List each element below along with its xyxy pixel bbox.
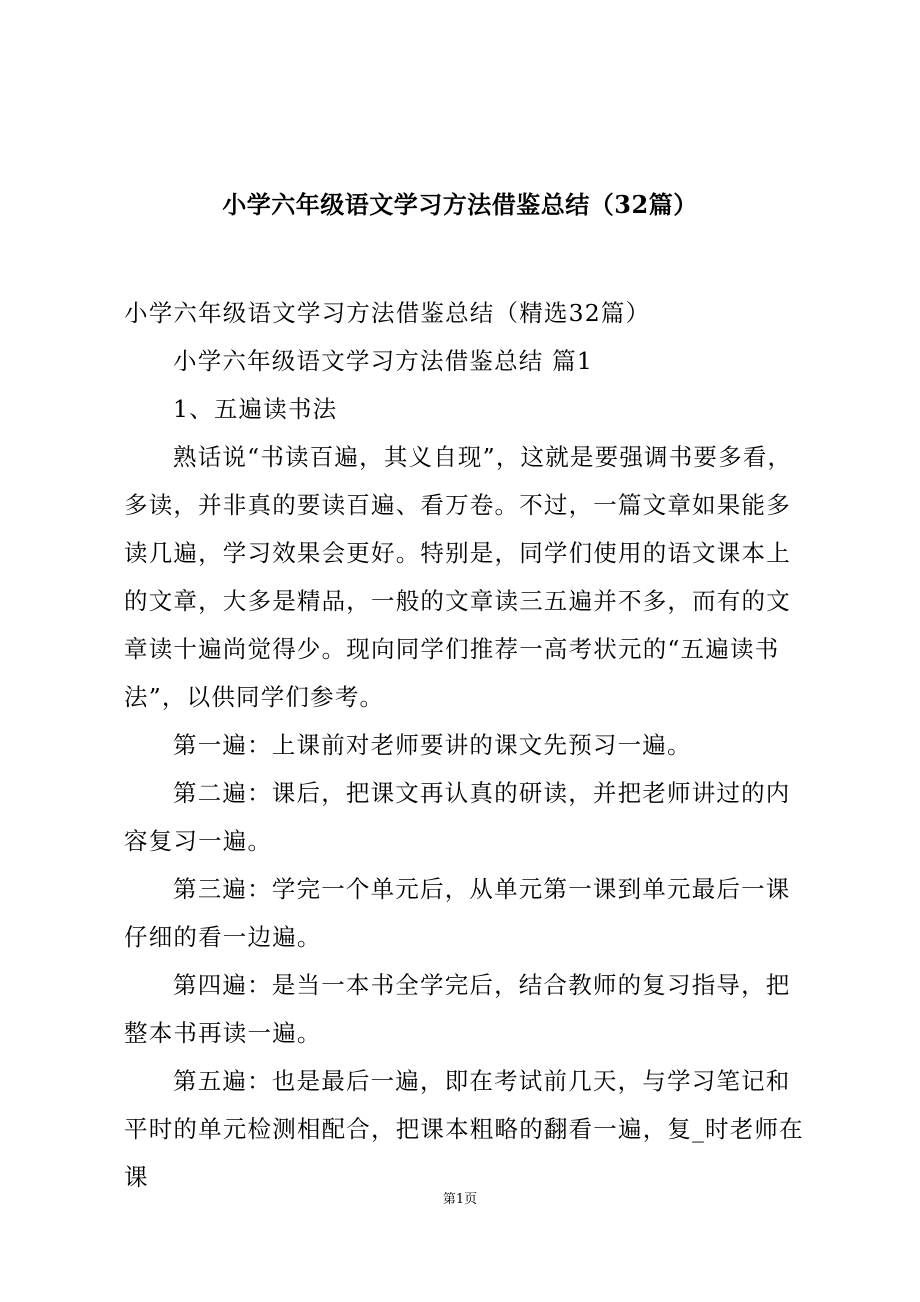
page-number: 第1页	[442, 1192, 478, 1207]
body-paragraph: 第三遍：学完一个单元后，从单元第一课到单元最后一课仔细的看一边遍。	[124, 875, 791, 951]
document-title: 小学六年级语文学习方法借鉴总结（32篇）	[222, 190, 698, 219]
body-paragraph: 第二遍：课后，把课文再认真的研读，并把老师讲过的内容复习一遍。	[124, 779, 791, 855]
document-body	[124, 289, 814, 1201]
body-paragraph: 第四遍：是当一本书全学完后，结合教师的复习指导，把整本书再读一遍。	[124, 971, 791, 1047]
document-subtitle: 小学六年级语文学习方法借鉴总结（精选32篇）	[124, 299, 651, 327]
section-heading: 小学六年级语文学习方法借鉴总结 篇1	[173, 347, 594, 375]
body-paragraph: 第一遍：上课前对老师要讲的课文先预习一遍。	[173, 731, 692, 759]
body-paragraph: 熟话说“书读百遍，其义自现”，这就是要强调书要多看，多读，并非真的要读百遍、看万卷。不过，一篇文章如果能多读几遍，学习效果会更好。特别是，同学们使用的语文课本上的文章，大多是精品，一般的文章读三五遍并不多，而有的文章读十遍尚觉得少。现向同学们推荐一高考状元的“五遍读书法”，以供同学们参考。	[124, 443, 793, 711]
item-heading: 1、五遍读书法	[173, 395, 338, 423]
body-paragraph: 第五遍：也是最后一遍，即在考试前几天，与学习笔记和平时的单元检测相配合，把课本粗略的翻看一遍，复_时老师在课	[124, 1067, 804, 1191]
